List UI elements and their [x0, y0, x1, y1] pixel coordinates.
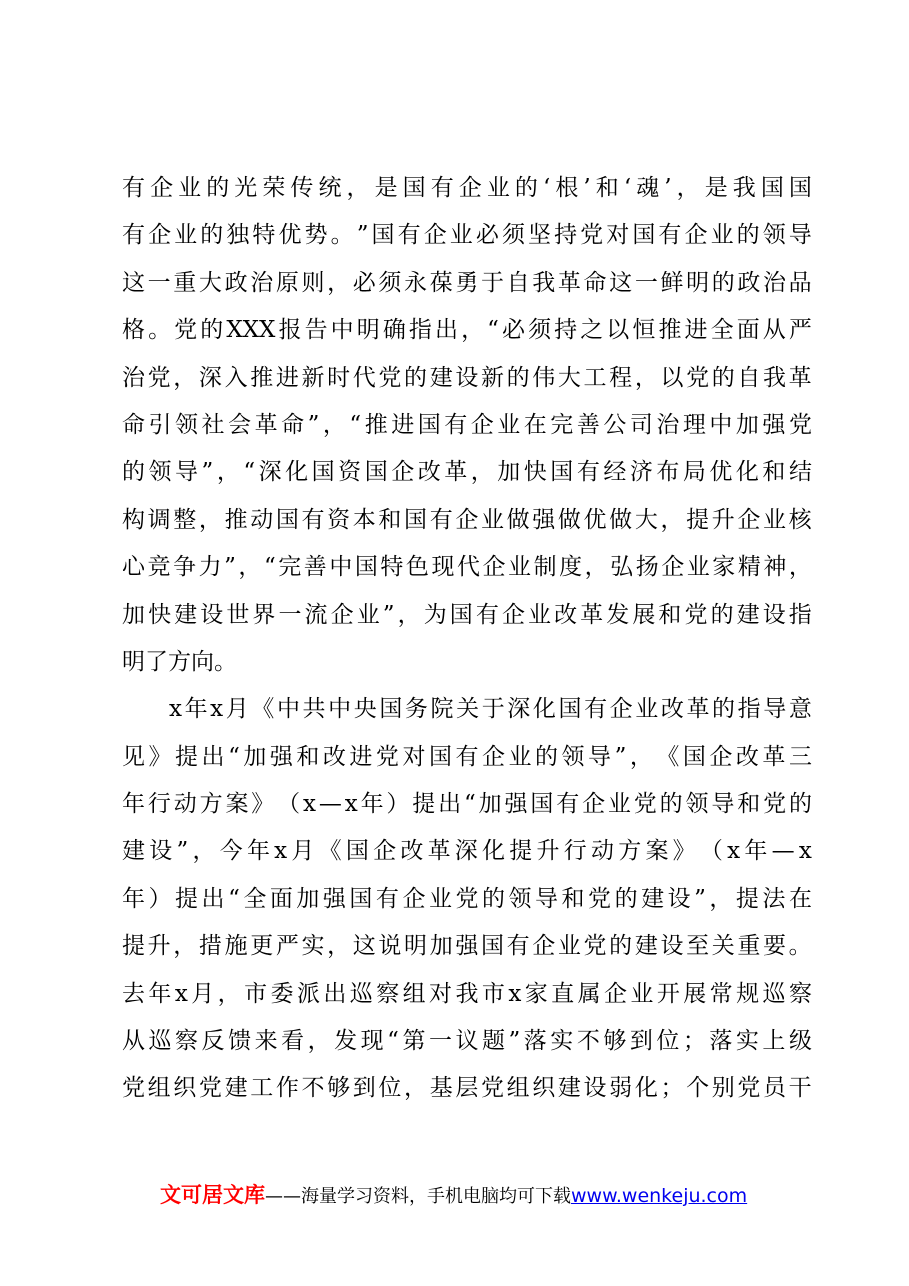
text-line: 党 组 织 党 建 工 作 不 够 到 位 ， 基 层 党 组 织 建 设 弱 化 ； 个 别 党 员 干: [122, 1075, 812, 1102]
text-line: 年 行 动 方 案 》 （ x — x 年 ） 提 出 “ 加 强 国 有 企 业 党 的 领 导 和 党 的: [122, 791, 812, 818]
footer: [160, 1180, 800, 1210]
body-text: [122, 165, 812, 1113]
text-line: 去 年 x 月 ， 市 委 派 出 巡 察 组 对 我 市 x 家 直 属 企 业 开 展 常 规 巡 察: [122, 980, 812, 1007]
text-line: 加 快 建 设 世 界 一 流 企 业 ” ， 为 国 有 企 业 改 革 发 展 和 党 的 建 设 指: [122, 601, 812, 628]
text-line: 明 了 方 向 。: [122, 648, 237, 675]
text-line: 提 升 ， 措 施 更 严 实 ， 这 说 明 加 强 国 有 企 业 党 的 建 设 至 关 重 要 。: [122, 933, 812, 960]
text-line: 建 设 ” ， 今 年 x 月 《 国 企 改 革 深 化 提 升 行 动 方 案 》 （ x 年 — x: [122, 838, 812, 865]
text-line: 构 调 整 ， 推 动 国 有 资 本 和 国 有 企 业 做 强 做 优 做 大 ， 提 升 企 业 核: [122, 506, 812, 533]
footer-brand: 文可居文库: [160, 1183, 265, 1207]
text-line: 这 一 重 大 政 治 原 则 ， 必 须 永 葆 勇 于 自 我 革 命 这 一 鲜 明 的 政 治 品: [122, 269, 812, 296]
footer-link[interactable]: www.wenkeju.com: [571, 1185, 748, 1207]
text-line: 的 领 导 ” ， “ 深 化 国 资 国 企 改 革 ， 加 快 国 有 经 济 布 局 优 化 和 结: [122, 459, 812, 486]
text-line: 格 。 党 的 XXX 报 告 中 明 确 指 出 ， “ 必 须 持 之 以 恒 推 进 全 面 从 严: [122, 317, 812, 344]
footer-description: ——海量学习资料，手机电脑均可下载: [265, 1186, 571, 1207]
text-line: 命 引 领 社 会 革 命 ” ， “ 推 进 国 有 企 业 在 完 善 公 司 治 理 中 加 强 党: [122, 411, 812, 438]
text-line: 心 竞 争 力 ” ， “ 完 善 中 国 特 色 现 代 企 业 制 度 ， 弘 扬 企 业 家 精 神 ，: [122, 554, 812, 581]
text-line: x 年 x 月 《 中 共 中 央 国 务 院 关 于 深 化 国 有 企 业 改 革 的 指 导 意: [169, 696, 812, 723]
text-line: 年 ） 提 出 “ 全 面 加 强 国 有 企 业 党 的 领 导 和 党 的 建 设 ” ， 提 法 在: [122, 885, 812, 912]
text-line: 有 企 业 的 光 荣 传 统 ， 是 国 有 企 业 的 ‘ 根 ’ 和 ‘ 魂 ’ ， 是 我 国 国: [122, 175, 812, 201]
text-line: 有 企 业 的 独 特 优 势 。 ” 国 有 企 业 必 须 坚 持 党 对 国 有 企 业 的 领 导: [122, 222, 812, 249]
text-line: 从 巡 察 反 馈 来 看 ， 发 现 “ 第 一 议 题 ” 落 实 不 够 到 位 ； 落 实 上 级: [122, 1028, 812, 1055]
text-line: 见 》 提 出 “ 加 强 和 改 进 党 对 国 有 企 业 的 领 导 ” ， 《 国 企 改 革 三: [122, 743, 812, 770]
text-line: 治 党 ， 深 入 推 进 新 时 代 党 的 建 设 新 的 伟 大 工 程 ， 以 党 的 自 我 革: [122, 364, 812, 391]
